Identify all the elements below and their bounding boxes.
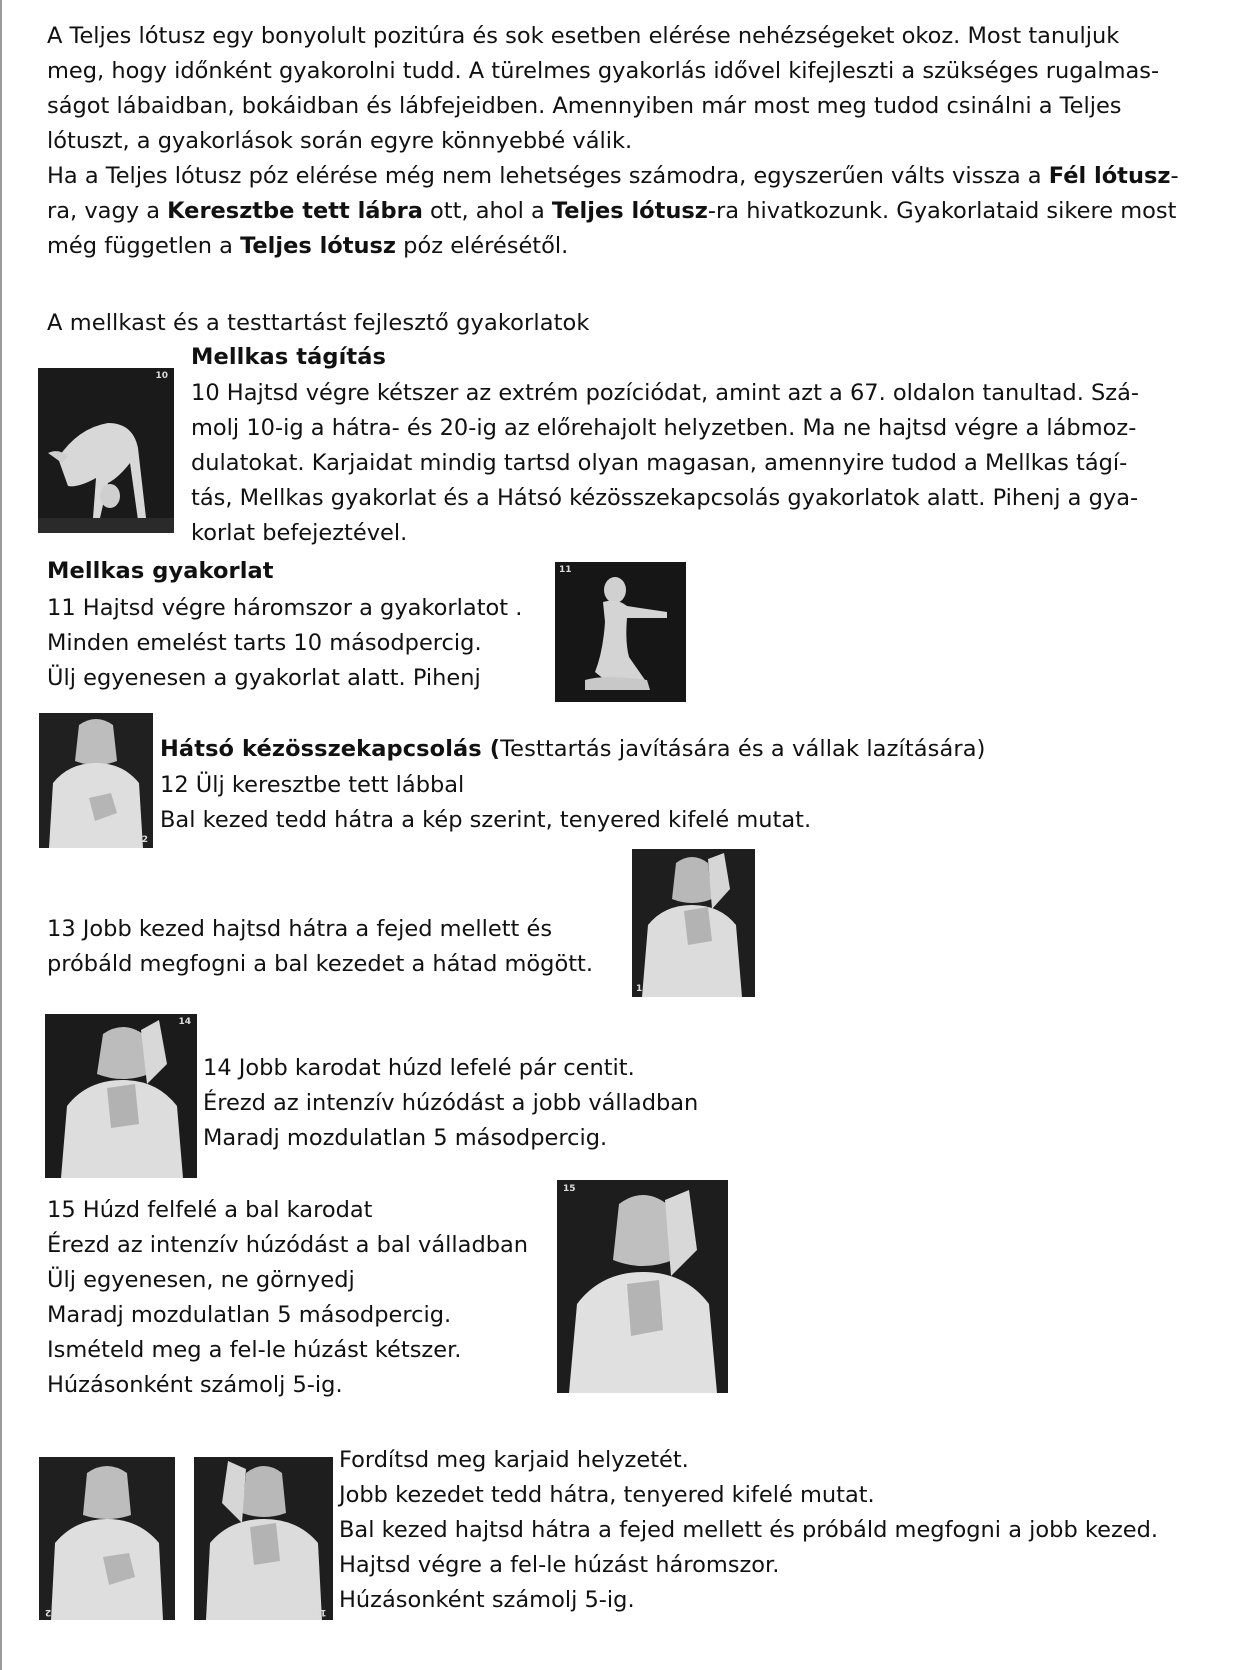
photo-number: 13 (636, 984, 649, 994)
exercise-14-text (203, 1051, 698, 1156)
intro-line: lótuszt, a gyakorlások során egyre könnyebbé válik. (47, 128, 633, 154)
text-line: Minden emelést tarts 10 másodpercig. (47, 630, 482, 656)
intro-p2-line-2 (47, 194, 1179, 229)
exercise-12-text (160, 768, 811, 838)
text-line: Ülj egyenesen a gyakorlat alatt. Pihenj (47, 665, 481, 691)
text-line: Érezd az intenzív húzódást a jobb válladban (203, 1090, 699, 1116)
photo-number: 15 (563, 1184, 576, 1194)
text-line: Bal kezed hajtsd hátra a fejed mellett és próbáld megfogni a jobb kezed. (339, 1517, 1159, 1543)
text-line: 11 Hajtsd végre háromszor a gyakorlatot . (47, 595, 523, 621)
text-line: Húzásonként számolj 5-ig. (339, 1587, 635, 1613)
text-line: molj 10-ig a hátra- és 20-ig az előrehajolt helyzetben. Ma ne hajtsd végre a lábmoz- (191, 415, 1137, 441)
text-line: 12 Ülj keresztbe tett lábbal (160, 772, 465, 798)
bold-term-teljes-lotusz: Teljes lótusz (240, 233, 397, 259)
reverse-photo-a (39, 1457, 175, 1620)
text-line: korlat befejeztével. (191, 520, 408, 546)
text-line: 14 Jobb karodat húzd lefelé pár centit. (203, 1055, 635, 1081)
text-line: Maradj mozdulatlan 5 másodpercig. (203, 1125, 608, 1151)
exercise-12-photo (39, 713, 153, 848)
text-line: 15 Húzd felfelé a bal karodat (47, 1197, 373, 1223)
photo-number: 11 (559, 565, 572, 575)
kneeling-chest-figure-icon (555, 562, 686, 702)
forward-bend-figure-icon (38, 368, 174, 533)
photo-number: 12 (135, 835, 148, 845)
text-line: 13 Jobb kezed hajtsd hátra a fejed mellett és (47, 916, 553, 942)
intro-line: meg, hogy időnként gyakorolni tudd. A türelmes gyakorlás idővel kifejleszti a szükséges rugalmas- (47, 58, 1160, 84)
reverse-photo-b (194, 1457, 333, 1620)
heading-bold-run: Hátsó kézösszekapcsolás ( (160, 736, 501, 762)
intro-paragraph-1 (47, 19, 1159, 159)
exercise-14-photo (45, 1014, 197, 1178)
arm-pull-up-figure-icon (557, 1180, 728, 1393)
exercise-10-photo (38, 368, 174, 533)
arm-pull-down-figure-icon (45, 1014, 197, 1178)
bold-term-teljes-lotusz: Teljes lótusz (551, 198, 708, 224)
exercise-10-heading: Mellkas tágítás (191, 344, 387, 370)
text-line: tás, Mellkas gyakorlat és a Hátsó kézösszekapcsolás gyakorlatok alatt. Pihenj a gya- (191, 485, 1139, 511)
exercise-13-text (47, 912, 593, 982)
text-run: ott, ahol a (422, 198, 552, 224)
photo-number: 14 (178, 1017, 191, 1027)
text-run: még független a (47, 233, 241, 259)
heading-rest-run: Testtartás javítására és a vállak lazítására) (500, 736, 986, 762)
text-line: Fordítsd meg karjaid helyzetét. (339, 1447, 689, 1473)
text-run: - (1170, 163, 1179, 189)
text-run: póz elérésétől. (396, 233, 569, 259)
reverse-text (339, 1443, 1158, 1618)
text-line: dulatokat. Karjaidat mindig tartsd olyan magasan, amennyire tudod a Mellkas tágí- (191, 450, 1128, 476)
photo-number: 13 (314, 1607, 327, 1617)
bold-term-keresztbe: Keresztbe tett lábra (167, 198, 423, 224)
text-line: Maradj mozdulatlan 5 másodpercig. (47, 1302, 452, 1328)
arm-over-shoulder-figure-icon (194, 1457, 333, 1620)
intro-p2-line-1 (47, 159, 1179, 194)
exercise-11-heading: Mellkas gyakorlat (47, 558, 274, 584)
photo-number: 10 (155, 371, 168, 381)
intro-line: ságot lábaidban, bokáidban és lábfejeidben. Amennyiben már most meg tudod csinálni a Teljes (47, 93, 1122, 119)
photo-number: 12 (45, 1607, 58, 1617)
back-hand-figure-icon (39, 1457, 175, 1620)
text-line: Bal kezed tedd hátra a kép szerint, tenyered kifelé mutat. (160, 807, 812, 833)
exercise-15-text (47, 1193, 528, 1403)
exercise-15-photo (557, 1180, 728, 1393)
exercise-10-text (191, 376, 1139, 551)
exercise-11-photo (555, 562, 686, 702)
intro-paragraph-2 (47, 159, 1179, 264)
exercise-11-text (47, 591, 522, 696)
page-edge-line (0, 0, 2, 1670)
back-hand-figure-icon (39, 713, 153, 848)
text-run: -ra hivatkozunk. Gyakorlataid sikere most (707, 198, 1177, 224)
arm-over-shoulder-figure-icon (632, 849, 755, 997)
text-line: Hajtsd végre a fel-le húzást háromszor. (339, 1552, 780, 1578)
intro-line: A Teljes lótusz egy bonyolult pozitúra és sok esetben elérése nehézségeket okoz. Most tanuljuk (47, 23, 1120, 49)
text-line: Ismételd meg a fel-le húzást kétszer. (47, 1337, 462, 1363)
text-line: Húzásonként számolj 5-ig. (47, 1372, 343, 1398)
text-run: Ha a Teljes lótusz póz elérése még nem lehetséges számodra, egyszerűen válts vissza a (47, 163, 1049, 189)
text-run: ra, vagy a (47, 198, 168, 224)
bold-term-fel-lotusz: Fél lótusz (1048, 163, 1171, 189)
text-line: Érezd az intenzív húzódást a bal válladban (47, 1232, 529, 1258)
section-title: A mellkast és a testtartást fejlesztő gyakorlatok (47, 310, 590, 336)
text-line: 10 Hajtsd végre kétszer az extrém pozíciódat, amint azt a 67. oldalon tanultad. Szá- (191, 380, 1140, 406)
intro-p2-line-3 (47, 229, 1179, 264)
text-line: próbáld megfogni a bal kezedet a hátad mögött. (47, 951, 594, 977)
exercise-12-heading (160, 732, 985, 767)
text-line: Ülj egyenesen, ne görnyedj (47, 1267, 355, 1293)
exercise-13-photo (632, 849, 755, 997)
text-line: Jobb kezedet tedd hátra, tenyered kifelé mutat. (339, 1482, 875, 1508)
